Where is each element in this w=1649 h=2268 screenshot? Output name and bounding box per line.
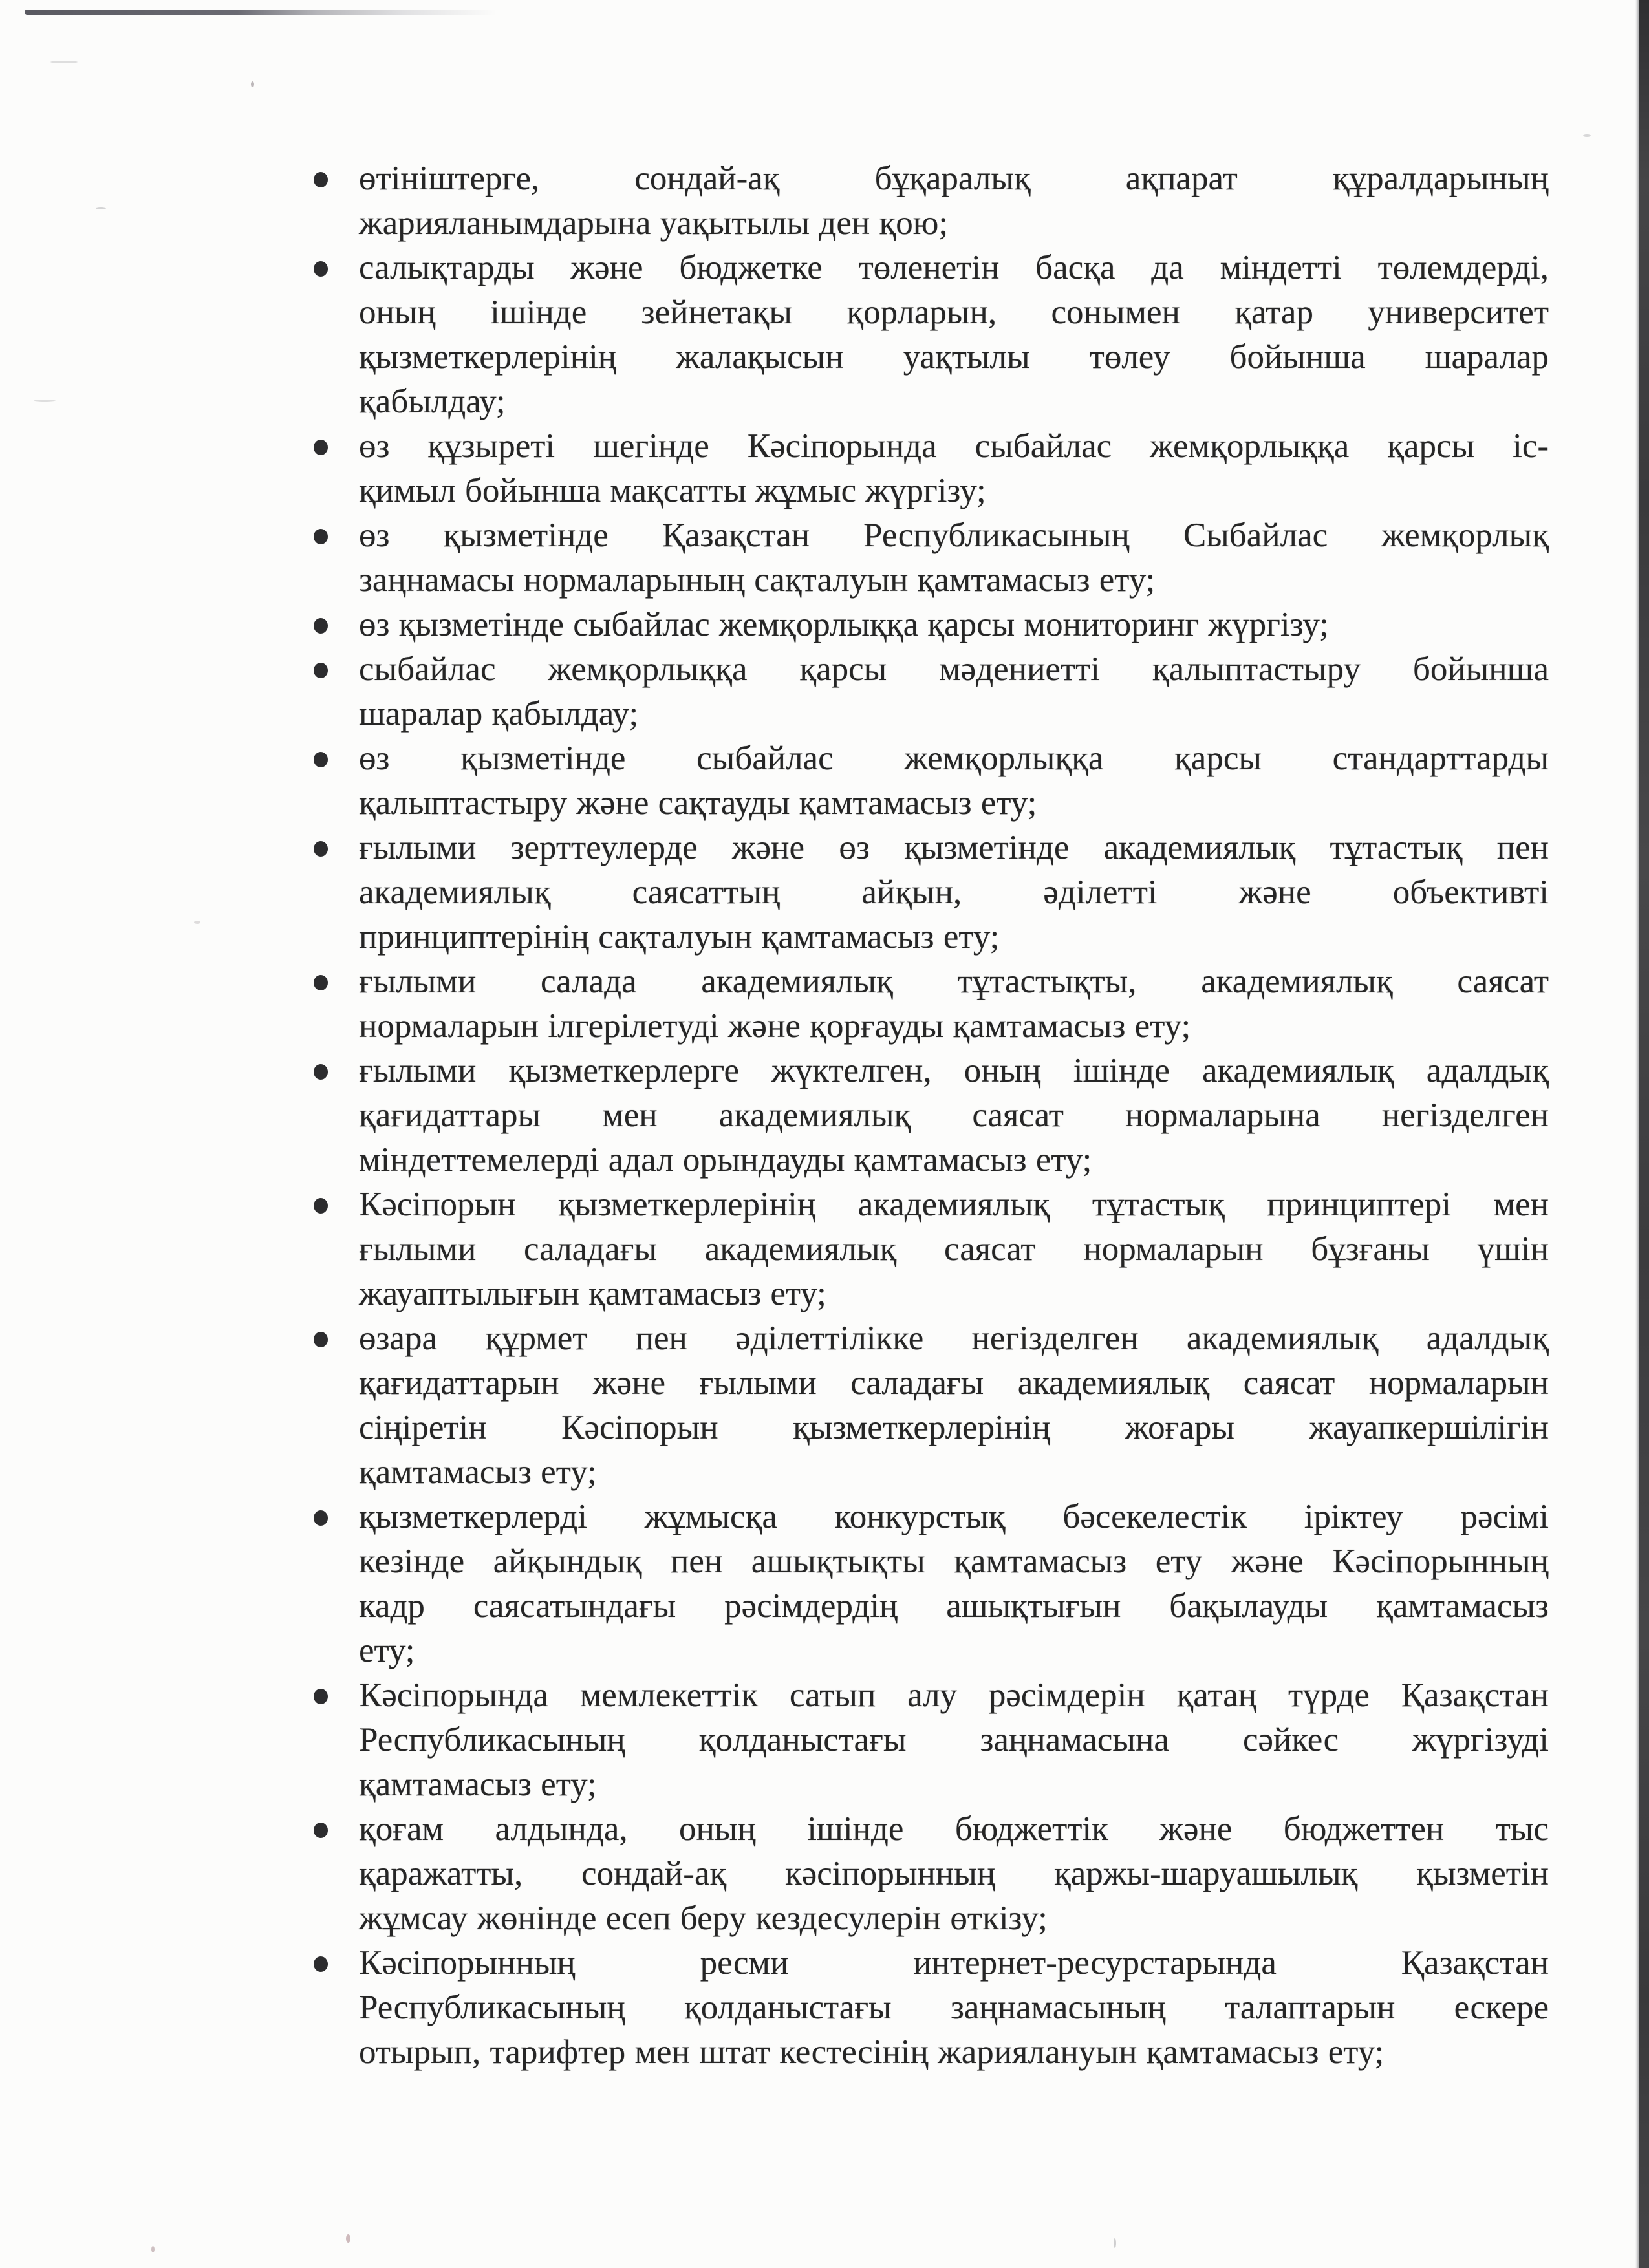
- list-item-text: [359, 246, 1549, 424]
- text-line: кадр саясатындағы рәсімдердің ашықтығын бақылауды қамтамасыз: [359, 1587, 1549, 1625]
- bullet-marker-icon: [314, 663, 328, 678]
- bullet-marker-icon: [314, 841, 328, 857]
- list-item: [359, 959, 1549, 1049]
- text-line: қызметкерлерді жұмысқа конкурстық бәсекелестік іріктеу рәсімі: [359, 1498, 1549, 1535]
- text-line: қаражатты, сондай-ақ кәсіпорынның қаржы-шаруашылық қызметін: [359, 1855, 1549, 1892]
- list-item: [359, 1049, 1549, 1182]
- bullet-marker-icon: [314, 1198, 328, 1214]
- text-line: ету;: [359, 1632, 415, 1669]
- text-line: ғылыми зерттеулерде және өз қызметінде академиялық тұтастық пен: [359, 829, 1549, 866]
- bullet-marker-icon: [314, 1689, 328, 1704]
- bullet-marker-icon: [314, 1332, 328, 1347]
- scan-speck: [1583, 134, 1591, 137]
- text-line: сіңіретін Кәсіпорын қызметкерлерінің жоғары жауапкершілігін: [359, 1409, 1549, 1446]
- list-item-text: [359, 1182, 1549, 1316]
- list-item-text: [359, 1673, 1549, 1807]
- text-line: оның ішінде зейнетақы қорларын, сонымен қатар университет: [359, 294, 1549, 331]
- bullet-list: [359, 156, 1549, 2075]
- text-line: жұмсау жөнінде есеп беру кездесулерін өткізу;: [359, 1899, 1048, 1937]
- scan-speck: [96, 207, 106, 209]
- text-line: принциптерінің сақталуын қамтамасыз ету;: [359, 918, 1000, 956]
- text-line: қабылдау;: [359, 383, 506, 420]
- bullet-marker-icon: [314, 1823, 328, 1838]
- list-item: [359, 156, 1549, 246]
- text-line: өз қызметінде сыбайлас жемқорлыққа қарсы мониторинг жүргізу;: [359, 606, 1329, 643]
- text-line: қоғам алдында, оның ішінде бюджеттік және бюджеттен тыс: [359, 1810, 1549, 1848]
- list-item-text: [359, 1807, 1549, 1941]
- text-line: өз қызметінде сыбайлас жемқорлыққа қарсы стандарттарды: [359, 740, 1549, 777]
- list-item-text: [359, 1316, 1549, 1495]
- text-line: нормаларын ілгерілетуді және қорғауды қамтамасыз ету;: [359, 1007, 1191, 1045]
- scan-artifact-top-line: [25, 10, 497, 15]
- text-line: Кәсіпорында мемлекеттік сатып алу рәсімдерін қатаң түрде Қазақстан: [359, 1676, 1549, 1714]
- scan-speck: [194, 921, 200, 924]
- bullet-marker-icon: [314, 172, 328, 187]
- text-line: қызметкерлерінің жалақысын уақтылы төлеу бойынша шаралар: [359, 338, 1549, 376]
- list-item: [359, 1316, 1549, 1495]
- list-item: [359, 736, 1549, 826]
- text-line: шаралар қабылдау;: [359, 695, 639, 733]
- text-line: сыбайлас жемқорлыққа қарсы мәдениетті қалыптастыру бойынша: [359, 650, 1549, 688]
- bullet-marker-icon: [314, 440, 328, 455]
- text-line: заңнамасы нормаларының сақталуын қамтамасыз ету;: [359, 561, 1156, 599]
- list-item: [359, 1807, 1549, 1941]
- text-line: қағидаттары мен академиялық саясат нормаларына негізделген: [359, 1097, 1549, 1134]
- list-item: [359, 424, 1549, 513]
- list-item-text: [359, 156, 1549, 246]
- text-line: қимыл бойынша мақсатты жұмыс жүргізу;: [359, 472, 986, 509]
- scan-speck: [1114, 2238, 1116, 2248]
- bullet-marker-icon: [314, 1956, 328, 1972]
- list-item: [359, 647, 1549, 736]
- list-item-text: [359, 736, 1549, 826]
- list-item: [359, 826, 1549, 959]
- list-item-text: [359, 826, 1549, 959]
- bullet-marker-icon: [314, 752, 328, 767]
- list-item-text: [359, 1049, 1549, 1182]
- list-item: [359, 1182, 1549, 1316]
- bullet-marker-icon: [314, 261, 328, 277]
- text-line: Кәсіпорынның ресми интернет-ресурстарында Қазақстан: [359, 1944, 1549, 1982]
- text-line: өзара құрмет пен әділеттілікке негізделген академиялық адалдық: [359, 1320, 1549, 1357]
- text-line: отырып, тарифтер мен штат кестесінің жариялануын қамтамасыз ету;: [359, 2033, 1385, 2071]
- text-line: қағидаттарын және ғылыми саладағы академиялық саясат нормаларын: [359, 1364, 1549, 1402]
- text-line: ғылыми салада академиялық тұтастықты, академиялық саясат: [359, 963, 1549, 1000]
- text-line: өз құзыреті шегінде Кәсіпорында сыбайлас жемқорлыққа қарсы іс-: [359, 427, 1549, 465]
- list-item-text: [359, 959, 1549, 1049]
- bullet-marker-icon: [314, 618, 328, 634]
- scan-artifact-right-bar-soft: [1635, 0, 1639, 2268]
- scan-speck: [346, 2234, 350, 2243]
- list-item-text: [359, 1941, 1549, 2075]
- text-line: салықтарды және бюджетке төленетін басқа да міндетті төлемдерді,: [359, 249, 1549, 286]
- list-item: [359, 1941, 1549, 2075]
- bullet-marker-icon: [314, 529, 328, 544]
- scan-speck: [151, 2246, 155, 2252]
- text-line: кезінде айқындық пен ашықтықты қамтамасыз ету және Кәсіпорынның: [359, 1543, 1549, 1580]
- text-line: өз қызметінде Қазақстан Республикасының Сыбайлас жемқорлық: [359, 517, 1549, 554]
- list-item: [359, 513, 1549, 603]
- text-line: ғылыми саладағы академиялық саясат нормаларын бұзғаны үшін: [359, 1230, 1549, 1268]
- text-line: Кәсіпорын қызметкерлерінің академиялық тұтастық принциптері мен: [359, 1186, 1549, 1223]
- text-line: Республикасының қолданыстағы заңнамасының талаптарын ескере: [359, 1989, 1549, 2026]
- list-item: [359, 1495, 1549, 1673]
- list-item-text: [359, 424, 1549, 513]
- text-line: өтініштерге, сондай-ақ бұқаралық ақпарат құралдарының: [359, 160, 1549, 197]
- list-item: [359, 246, 1549, 424]
- text-line: қамтамасыз ету;: [359, 1766, 597, 1803]
- bullet-marker-icon: [314, 975, 328, 990]
- bullet-marker-icon: [314, 1510, 328, 1526]
- list-item-text: [359, 513, 1549, 603]
- scan-speck: [251, 81, 254, 87]
- scan-speck: [34, 400, 56, 402]
- text-line: жауаптылығын қамтамасыз ету;: [359, 1275, 826, 1312]
- text-line: Республикасының қолданыстағы заңнамасына сәйкес жүргізуді: [359, 1721, 1549, 1759]
- scan-artifact-right-bar: [1639, 0, 1649, 2268]
- text-line: академиялық саясаттың айқын, әділетті және объективті: [359, 873, 1549, 911]
- text-line: жарияланымдарына уақытылы ден қою;: [359, 204, 949, 242]
- list-item: [359, 603, 1549, 647]
- scan-speck: [50, 61, 78, 63]
- text-line: қамтамасыз ету;: [359, 1453, 597, 1491]
- list-item: [359, 1673, 1549, 1807]
- list-item-text: [359, 647, 1549, 736]
- text-line: ғылыми қызметкерлерге жүктелген, оның ішінде академиялық адалдық: [359, 1052, 1549, 1089]
- list-item-text: [359, 603, 1549, 647]
- list-item-text: [359, 1495, 1549, 1673]
- bullet-marker-icon: [314, 1064, 328, 1080]
- text-line: міндеттемелерді адал орындауды қамтамасыз ету;: [359, 1141, 1092, 1179]
- text-line: қалыптастыру және сақтауды қамтамасыз ету;: [359, 784, 1037, 822]
